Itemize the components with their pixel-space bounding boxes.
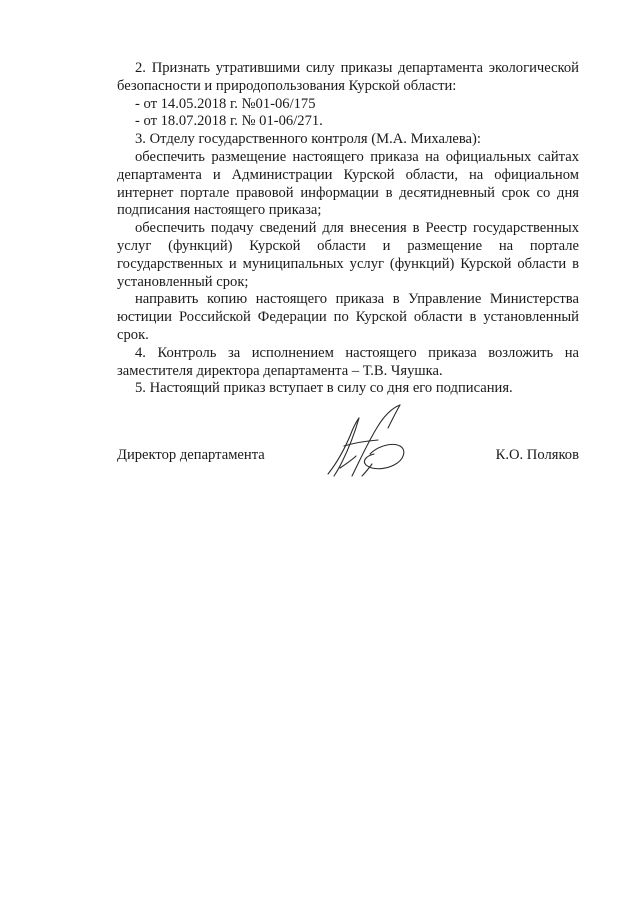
paragraph-item-5: 5. Настоящий приказ вступает в силу со дня его подписания. — [135, 380, 513, 397]
document-body — [117, 60, 579, 398]
signatory-name: К.О. Поляков — [495, 447, 579, 463]
list-item-order-175: - от 14.05.2018 г. №01-06/175 — [135, 95, 316, 112]
paragraph-registry: обеспечить подачу сведений для внесения в Реестр государственных услуг (функций) Курской области и размещение на портале государственных и муниципальных услуг (функций) Курской области в установленный срок; — [117, 220, 579, 290]
signatory-position: Директор департамента — [117, 447, 265, 463]
handwritten-signature — [322, 402, 414, 480]
paragraph-ministry-copy: направить копию настоящего приказа в Управление Министерства юстиции Российской Федерации по Курской области в установленный срок. — [117, 291, 579, 343]
paragraph-item-3: 3. Отделу государственного контроля (М.А. Михалева): — [135, 131, 481, 148]
paragraph-item-4: 4. Контроль за исполнением настоящего приказа возложить на заместителя директора департамента – Т.В. Чяушка. — [117, 344, 579, 379]
list-item-order-271: - от 18.07.2018 г. № 01-06/271. — [135, 113, 323, 130]
paragraph-item-2: 2. Признать утратившими силу приказы департамента экологической безопасности и природопользования Курской области: — [117, 60, 579, 94]
paragraph-publication: обеспечить размещение настоящего приказа на официальных сайтах департамента и Администрации Курской области, на официальном интернет портале правовой информации в десятидневный срок со дня подписания настоящего приказа; — [117, 148, 579, 219]
